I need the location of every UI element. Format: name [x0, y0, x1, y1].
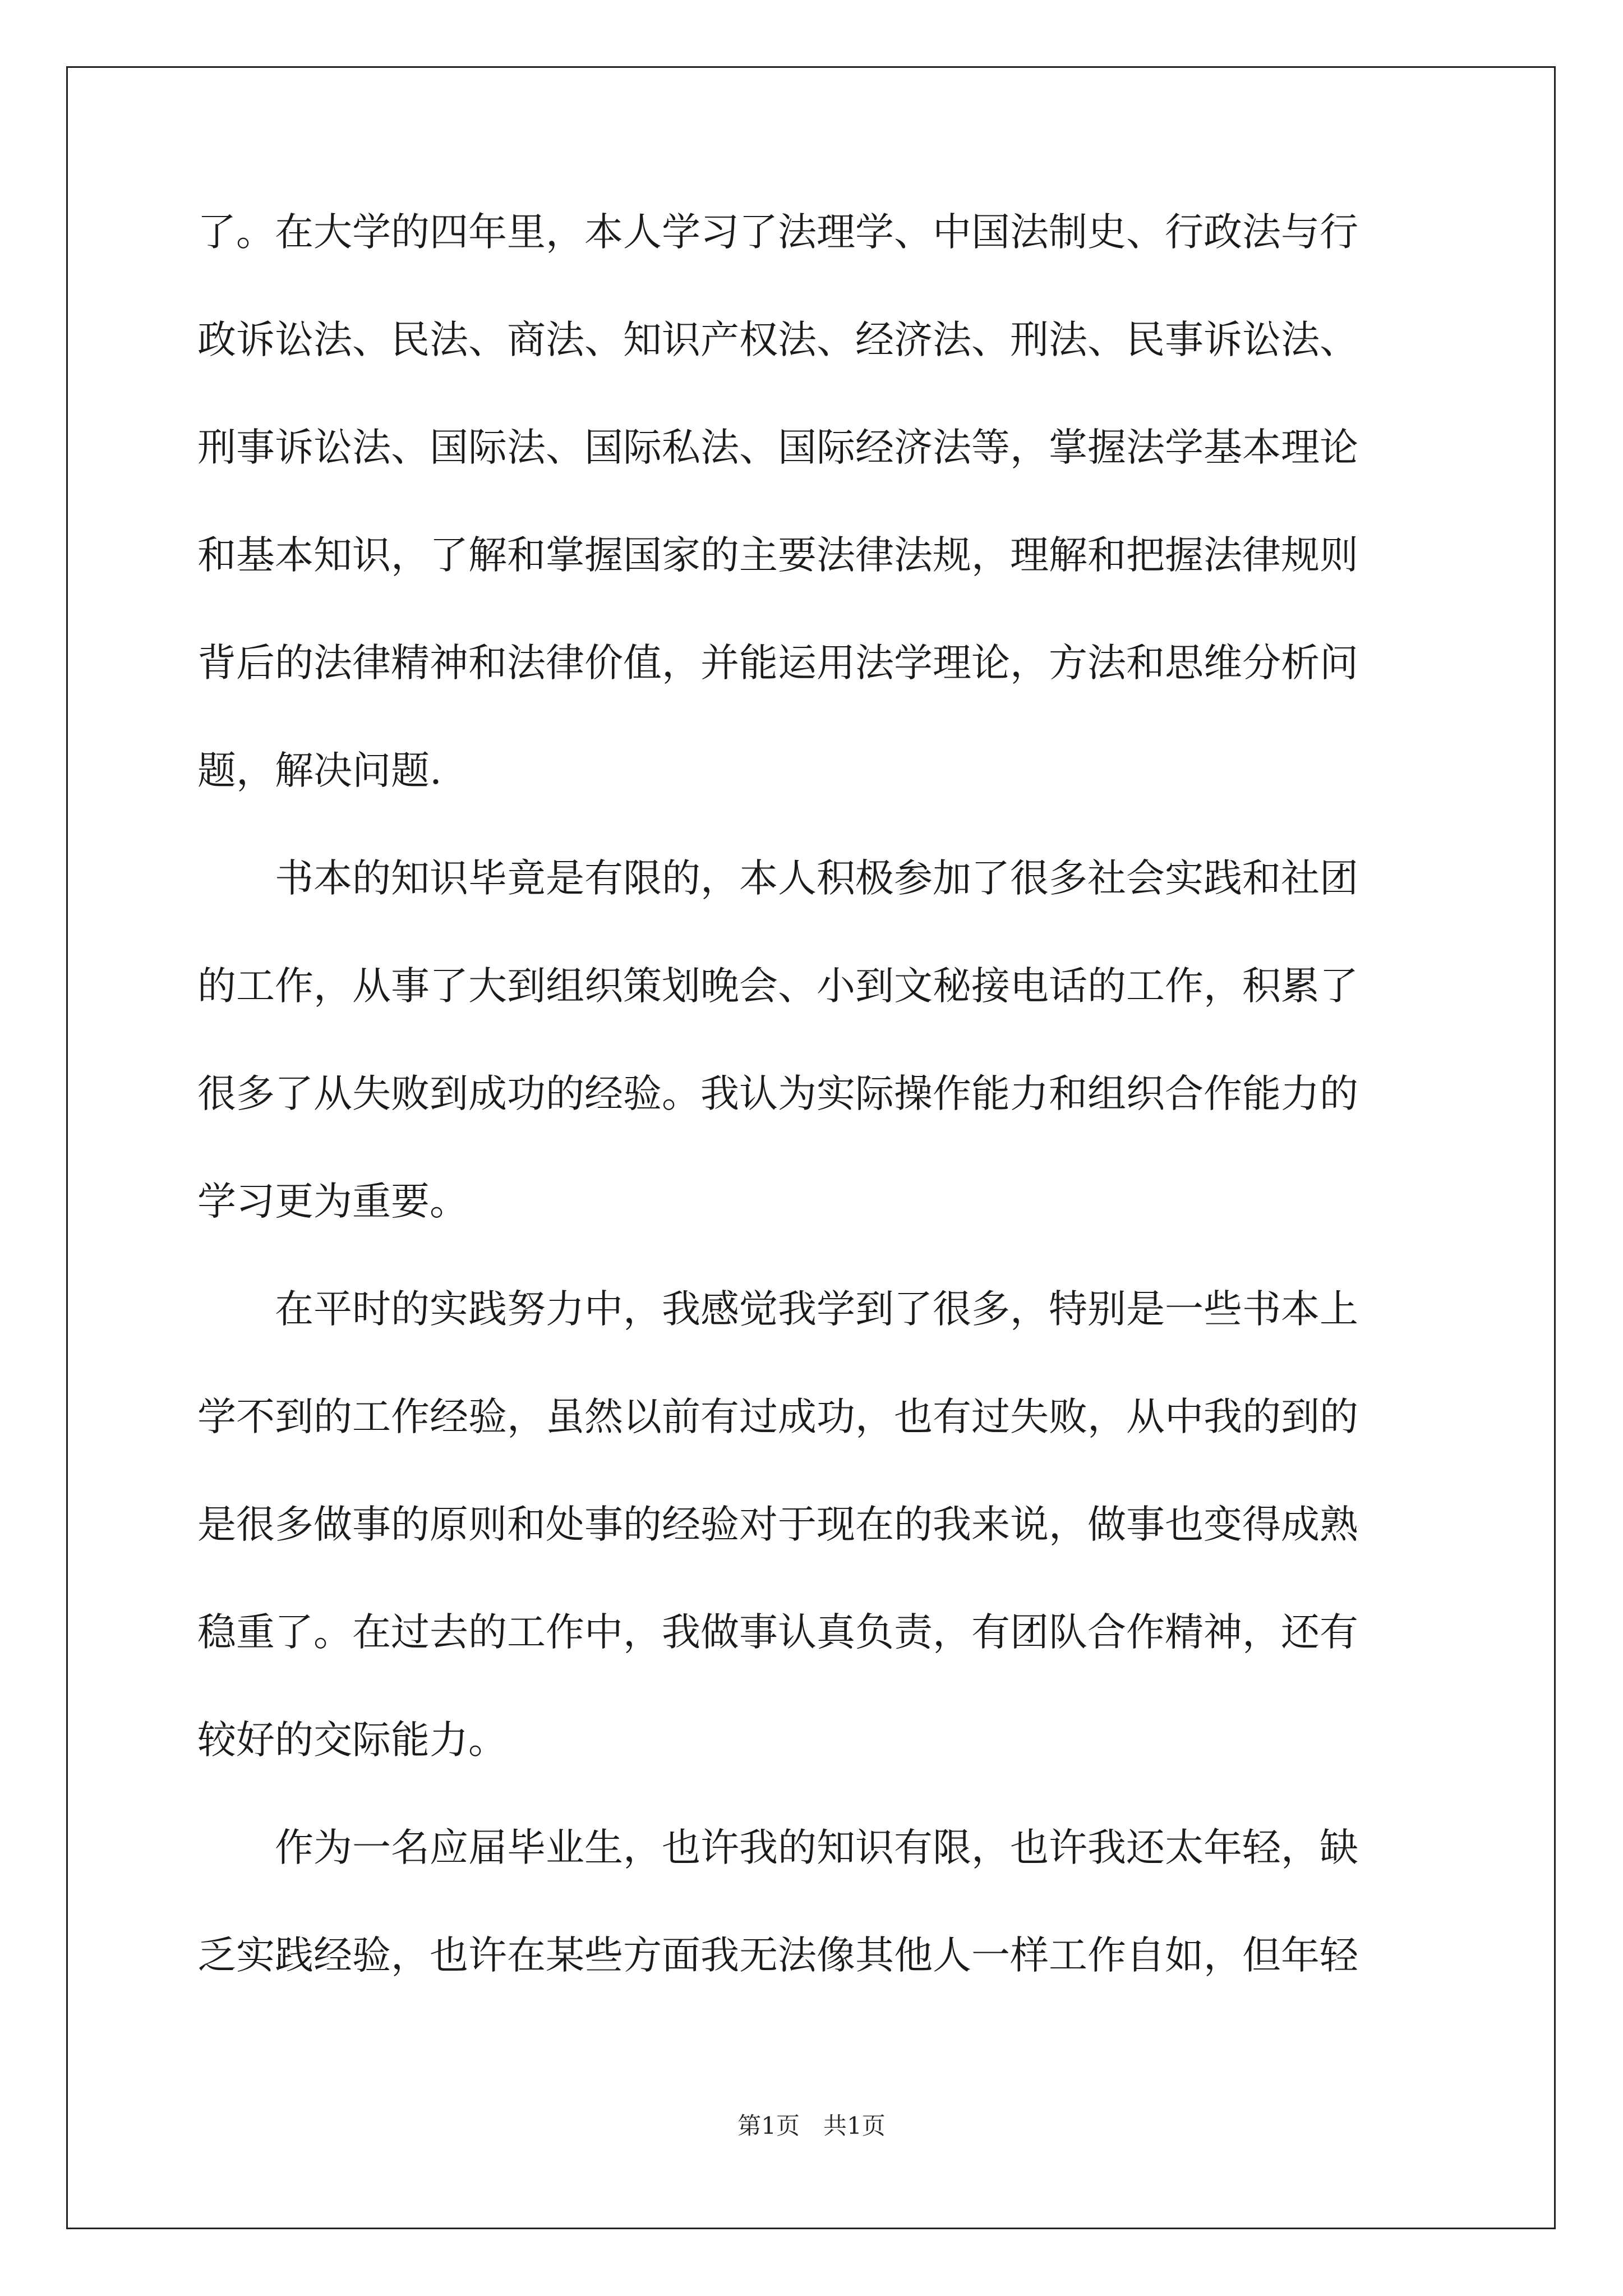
text-line: 作为一名应届毕业生，也许我的知识有限，也许我还太年轻，缺: [197, 1825, 1358, 1870]
text-line: 和基本知识，了解和掌握国家的主要法律法规，理解和把握法律规则: [197, 533, 1358, 578]
text-line: 是很多做事的原则和处事的经验对于现在的我来说，做事也变得成熟: [197, 1502, 1358, 1547]
text-line: 稳重了。在过去的工作中，我做事认真负责，有团队合作精神，还有: [197, 1610, 1358, 1655]
text-line: 的工作，从事了大到组织策划晚会、小到文秘接电话的工作，积累了: [197, 964, 1358, 1009]
text-line: 学习更为重要。: [197, 1179, 468, 1224]
text-line: 刑事诉讼法、国际法、国际私法、国际经济法等，掌握法学基本理论: [197, 425, 1358, 470]
text-line: 背后的法律精神和法律价值，并能运用法学理论，方法和思维分析问: [197, 641, 1358, 685]
text-line: 了。在大学的四年里，本人学习了法理学、中国法制史、行政法与行: [197, 210, 1358, 255]
text-line: 乏实践经验，也许在某些方面我无法像其他人一样工作自如，但年轻: [197, 1933, 1358, 1978]
text-line: 较好的交际能力。: [197, 1718, 507, 1763]
document-body: [197, 206, 1431, 2037]
page-footer: 第1页 共1页: [737, 2112, 886, 2139]
text-line: 题，解决问题.: [197, 748, 442, 793]
text-line: 在平时的实践努力中，我感觉我学到了很多，特别是一些书本上: [197, 1287, 1358, 1332]
text-line: 很多了从失败到成功的经验。我认为实际操作能力和组织合作能力的: [197, 1071, 1358, 1116]
text-line: 学不到的工作经验，虽然以前有过成功，也有过失败，从中我的到的: [197, 1395, 1358, 1439]
text-line: 书本的知识毕竟是有限的，本人积极参加了很多社会实践和社团: [197, 856, 1358, 901]
text-line: 政诉讼法、民法、商法、知识产权法、经济法、刑法、民事诉讼法、: [197, 318, 1358, 362]
